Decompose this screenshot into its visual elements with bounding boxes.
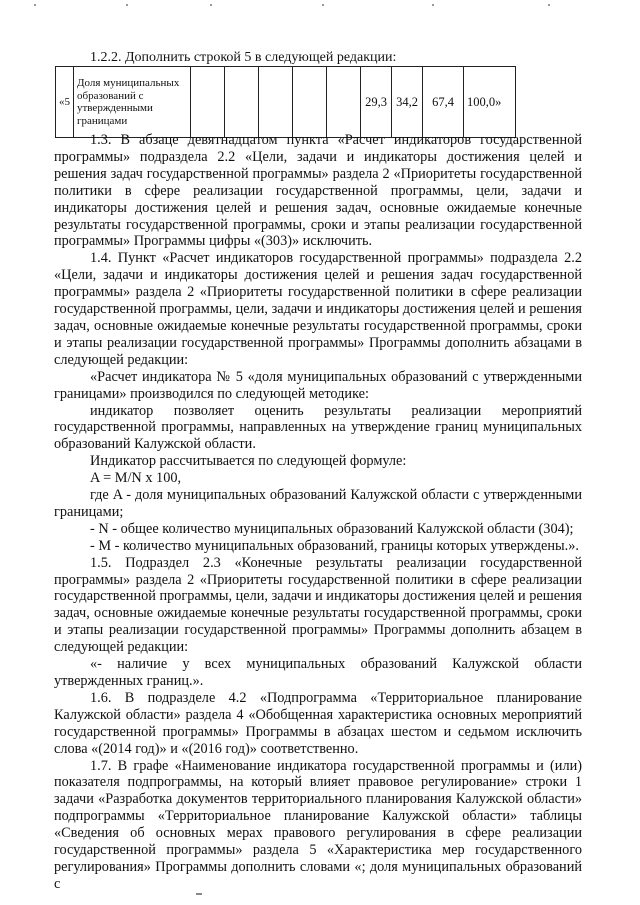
paragraph-1-4: 1.4. Пункт «Расчет индикаторов государственной программы» подраздела 2.2 «Цели, задачи и индикаторы достижения целей и решения задач государственной программы» раздела 2 «Приоритеты государственной политики в сфере реализации государственной программы, цели, задачи и индикаторы достижения целей и решения задач, основные ожидаемые конечные результаты государственной программы, сроки и этапы реализации государственной программы» Программы дополнить абзацами в следующей редакции: (54, 250, 582, 368)
scan-speck (432, 4, 434, 6)
empty-cell (293, 67, 327, 138)
formula: A = M/N x 100, (90, 470, 182, 487)
paragraph-formula-intro: Индикатор рассчитывается по следующей формуле: (90, 453, 407, 470)
empty-cell (191, 67, 225, 138)
scan-speck (548, 4, 550, 6)
value-cell: 100,0» (464, 67, 516, 138)
paragraph-borders: «- наличие у всех муниципальных образований Калужской области утвержденных границ.». (54, 656, 582, 689)
scan-specks (0, 0, 640, 12)
scan-speck (126, 4, 128, 6)
paragraph-indicator-purpose: индикатор позволяет оценить результаты реализации мероприятий государственной программы, направленных на утверждение границ муниципальных образований Калужской области. (54, 402, 582, 453)
scan-speck (210, 4, 212, 6)
paragraph-indicator-calc: «Расчет индикатора № 5 «доля муниципальных образований с утвержденными границами» производился по следующей методике: (54, 368, 582, 402)
scan-speck (322, 4, 324, 6)
value-cell: 29,3 (361, 67, 392, 138)
scan-speck (196, 893, 202, 895)
paragraph-1-5: 1.5. Подраздел 2.3 «Конечные результаты реализации государственной программы» раздела 2 «Приоритеты государственной политики в сфере реализации государственной программы, цели, задачи и индикаторы достижения целей и решения задач, основные ожидаемые конечные результаты государственной программы, сроки и этапы реализации государственной программы» Программы дополнить абзацем в следующей редакции: (54, 554, 582, 656)
indicator-name-cell: Доля муниципальных образований с утвержденными границами (74, 67, 191, 138)
paragraph-1-6: 1.6. В подразделе 4.2 «Подпрограмма «Территориальное планирование Калужской области» раздела 4 «Обобщенная характеристика основных мероприятий государственной программы» Программы в абзацах шестом и седьмом исключить слова «(2014 год)» и «(2016 год)» соответственно. (54, 689, 582, 757)
empty-cell (259, 67, 293, 138)
paragraph-1-7: 1.7. В графе «Наименование индикатора государственной программы и (или) показателя подпрограммы, на который влияет правовое регулирование» строки 1 задачи «Разработка документов территориального планирования Калужской области» подпрограммы «Территориальное планирование Калужской области» таблицы «Сведения об основных мерах правового регулирования в сфере реализации государственной программы» раздела 5 «Характеристика мер государственного регулирования» Программы дополнить словами «; доля муниципальных образований с (54, 757, 582, 892)
scan-speck (34, 4, 36, 6)
row-number-cell: «5 (56, 67, 74, 138)
value-cell: 67,4 (423, 67, 464, 138)
section-heading: 1.2.2. Дополнить строкой 5 в следующей редакции: (90, 50, 397, 65)
value-cell: 34,2 (392, 67, 423, 138)
empty-cell (225, 67, 259, 138)
paragraph-1-3: 1.3. В абзаце девятнадцатом пункта «Расчет индикаторов государственной программы» подраздела 2.2 «Цели, задачи и индикаторы достижения целей и решения задач государственной программы» раздела 2 «Приоритеты государственной политики в сфере реализации государственной программы, цели, задачи и индикаторы достижения целей и решения задач, основные ожидаемые конечные результаты государственной программы, сроки и этапы реализации государственной программы» Программы цифры «(303)» исключить. (54, 132, 582, 250)
paragraph-def-n: - N - общее количество муниципальных образований Калужской области (304); (90, 520, 574, 537)
paragraph-def-m: - M - количество муниципальных образований, границы которых утверждены.». (90, 537, 579, 554)
indicator-table (55, 66, 516, 138)
body-text (54, 132, 582, 893)
table-row (56, 67, 516, 138)
paragraph-def-a: где A - доля муниципальных образований Калужской области с утвержденными границами; (54, 487, 582, 520)
empty-cell (327, 67, 361, 138)
